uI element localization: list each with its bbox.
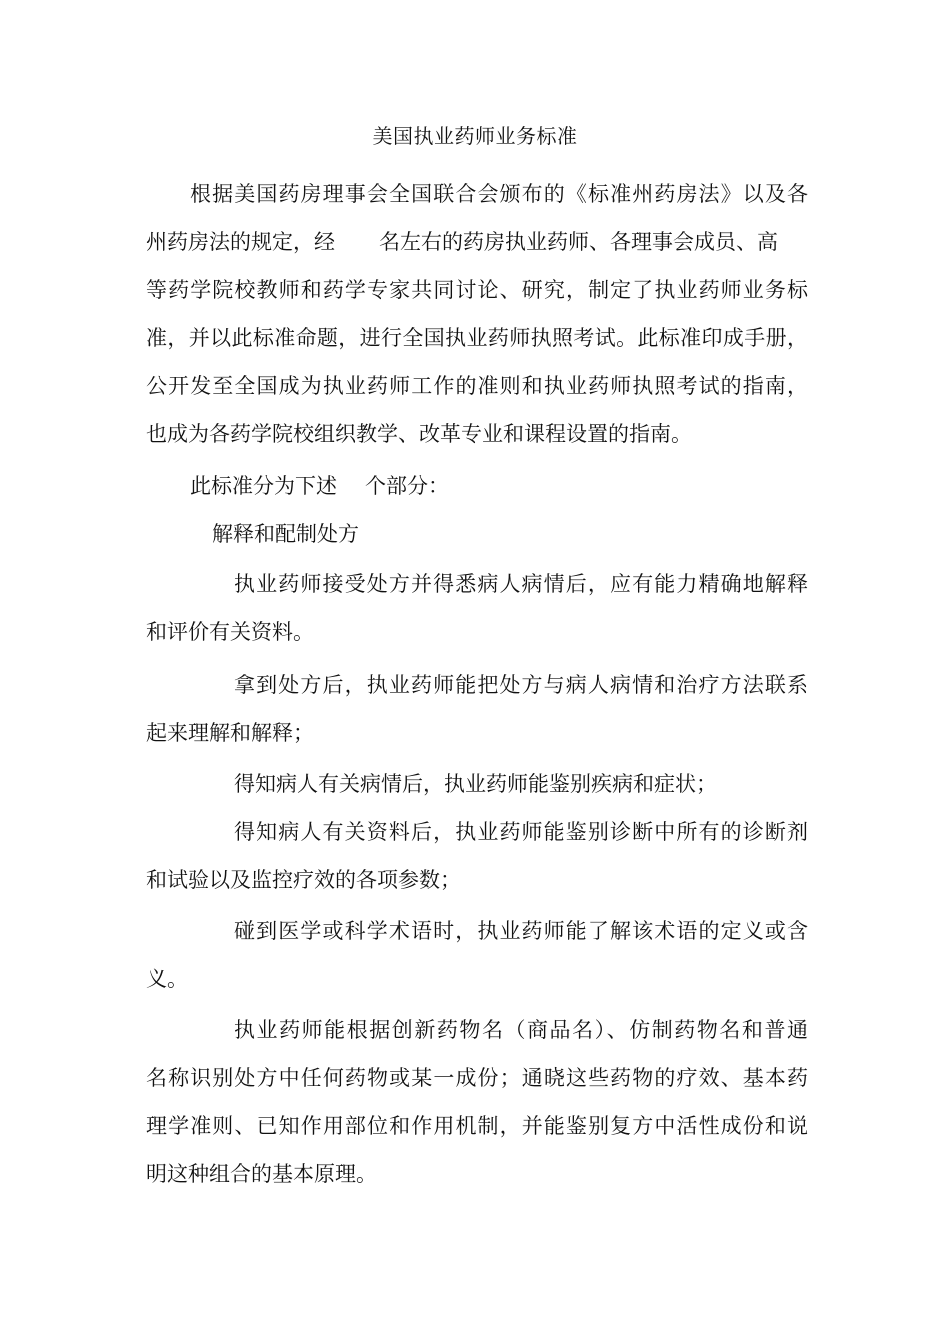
paragraph-3-line-1: 得知病人有关病情后，执业药师能鉴别疾病和症状； [234, 772, 717, 796]
section-heading [146, 510, 808, 558]
intro-line-4: 准，并以此标准命题，进行全国执业药师执照考试。此标准印成手册， [146, 326, 808, 350]
paragraph-6-line-3: 理学准则、已知作用部位和作用机制，并能鉴别复方中活性成份和说 [146, 1114, 808, 1138]
paragraph-6-line-2: 名称识别处方中任何药物或某一成份；通晓这些药物的疗效、基本药 [146, 1066, 808, 1090]
intro-line-2a: 州药房法的规定，经 [146, 230, 335, 254]
section-heading-text: 解释和配制处方 [212, 522, 359, 546]
paragraph-4 [146, 808, 808, 904]
intro-line-1: 根据美国药房理事会全国联合会颁布的《标准州药房法》以及各 [190, 182, 808, 206]
intro-line-6: 也成为各药学院校组织教学、改革专业和课程设置的指南。 [146, 422, 692, 446]
paragraph-5-line-2: 义。 [146, 967, 188, 991]
paragraph-2 [146, 661, 808, 757]
paragraph-2-line-1: 拿到处方后，执业药师能把处方与病人病情和治疗方法联系 [234, 673, 808, 697]
paragraph-2-line-2: 起来理解和解释； [146, 721, 314, 745]
parts-intro-after: 个部分： [365, 474, 449, 498]
intro-line-5: 公开发至全国成为执业药师工作的准则和执业药师执照考试的指南， [146, 374, 808, 398]
paragraph-1 [146, 560, 808, 656]
paragraph-1-line-2: 和评价有关资料。 [146, 620, 314, 644]
intro-line-2b: 名左右的药房执业药师、各理事会成员、高 [379, 230, 778, 254]
document-title: 美国执业药师业务标准 [372, 124, 578, 148]
parts-intro-line [146, 462, 808, 510]
paragraph-6 [146, 1006, 808, 1198]
paragraph-5 [146, 907, 808, 1003]
intro-paragraph [146, 170, 808, 458]
parts-intro [146, 462, 808, 510]
paragraph-4-line-2: 和试验以及监控疗效的各项参数； [146, 868, 461, 892]
paragraph-6-line-1: 执业药师能根据创新药物名（商品名）、仿制药物名和普通 [234, 1018, 808, 1042]
paragraph-6-line-4: 明这种组合的基本原理。 [146, 1162, 377, 1186]
parts-intro-before: 此标准分为下述 [190, 474, 337, 498]
paragraph-3 [146, 760, 808, 808]
paragraph-5-line-1: 碰到医学或科学术语时，执业药师能了解该术语的定义或含 [234, 919, 808, 943]
intro-line-2 [146, 218, 808, 266]
intro-line-3: 等药学院校教师和药学专家共同讨论、研究，制定了执业药师业务标 [146, 278, 808, 302]
paragraph-4-line-1: 得知病人有关资料后，执业药师能鉴别诊断中所有的诊断剂 [234, 820, 808, 844]
paragraph-1-line-1: 执业药师接受处方并得悉病人病情后，应有能力精确地解释 [234, 572, 808, 596]
